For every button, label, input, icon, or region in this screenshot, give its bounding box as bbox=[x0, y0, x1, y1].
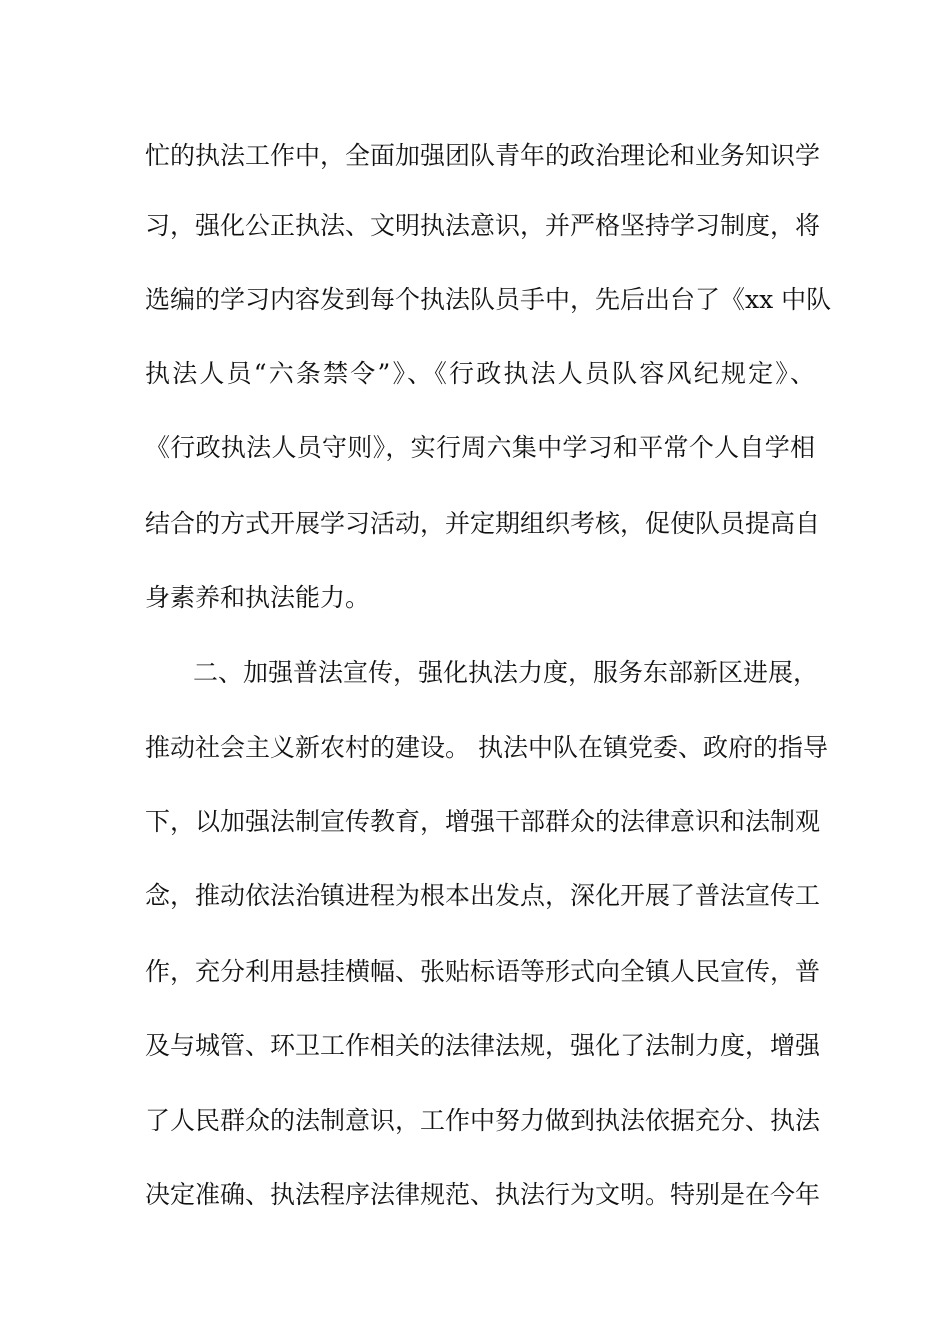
text-line: 决定准确、执法程序法律规范、执法行为文明。特别是在今年 bbox=[145, 1180, 821, 1209]
text-line: 忙的执法工作中，全面加强团队青年的政治理论和业务知识学 bbox=[145, 141, 821, 170]
text-line-paragraph-end: 身素养和执法能力。 bbox=[145, 583, 371, 612]
text-line: 选编的学习内容发到每个执法队员手中，先后出台了《xx 中队 bbox=[145, 285, 832, 314]
text-line: 下，以加强法制宣传教育，增强干部群众的法律意识和法制观 bbox=[145, 807, 821, 836]
text-line: 了人民群众的法制意识，工作中努力做到执法依据充分、执法 bbox=[145, 1106, 821, 1135]
text-line: 执法人员“六条禁令”》、《行政执法人员队容风纪规定》、 bbox=[145, 359, 815, 388]
text-line: 结合的方式开展学习活动，并定期组织考核，促使队员提高自 bbox=[145, 509, 821, 538]
text-line: 《行政执法人员守则》，实行周六集中学习和平常个人自学相 bbox=[145, 433, 815, 462]
text-line: 习，强化公正执法、文明执法意识，并严格坚持学习制度，将 bbox=[145, 211, 821, 240]
text-line: 及与城管、环卫工作相关的法律法规，强化了法制力度，增强 bbox=[145, 1031, 821, 1060]
section-heading-line: 二、加强普法宣传，强化执法力度，服务东部新区进展， bbox=[193, 658, 819, 687]
text-line: 念，推动依法治镇进程为根本出发点，深化开展了普法宣传工 bbox=[145, 881, 821, 910]
text-line: 作，充分利用悬挂横幅、张贴标语等形式向全镇人民宣传，普 bbox=[145, 957, 821, 986]
text-line: 推动社会主义新农村的建设。 执法中队在镇党委、政府的指导 bbox=[145, 733, 828, 762]
